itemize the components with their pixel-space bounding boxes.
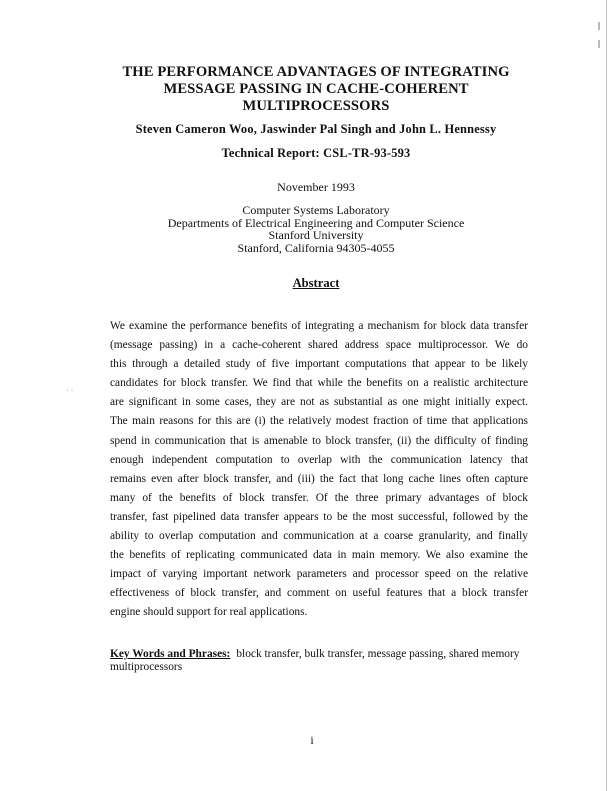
abstract-body	[110, 317, 528, 623]
publication-date: November 1993	[277, 180, 355, 194]
title-line-2: MESSAGE PASSING IN CACHE-COHERENT	[163, 81, 469, 97]
keywords-label: Key Words and Phrases:	[110, 648, 231, 660]
abstract-line: the benefits of replicating communicated data in main memory. We also examine the	[110, 549, 528, 562]
title-line-1: THE PERFORMANCE ADVANTAGES OF INTEGRATING	[122, 64, 510, 80]
title-line-3: MULTIPROCESSORS	[242, 98, 390, 114]
abstract-line: We examine the performance benefits of integrating a mechanism for block data transfer	[110, 320, 528, 332]
abstract-line: transfer, fast pipelined data transfer appears to be the most successful, followed by the	[110, 510, 528, 523]
page-edge-line	[606, 0, 607, 791]
affiliation-dept: Departments of Electrical Engineering and Computer Science	[167, 215, 465, 230]
abstract-line: impact of varying important network parameters and processor speed on the relative	[110, 568, 528, 581]
abstract-heading: Abstract	[292, 276, 340, 290]
abstract-line: ability to overlap computation and communication at a coarse granularity, and finally	[110, 530, 528, 543]
abstract-line: The main reasons for this are (i) the relatively modest fraction of time that applications	[110, 415, 528, 428]
report-number: Technical Report: CSL-TR-93-593	[221, 146, 411, 160]
authors: Steven Cameron Woo, Jaswinder Pal Singh and John L. Hennessy	[135, 122, 497, 136]
page-edge-mark	[598, 40, 600, 48]
page-edge-mark	[598, 22, 600, 30]
abstract-line: candidates for block transfer. We find that while the benefits on a realistic architecture	[110, 377, 528, 390]
abstract-line: (message passing) in a cache-coherent shared address space multiprocessor. We do	[110, 339, 528, 352]
abstract-line: effectiveness of block transfer, and comment on useful features that a block transfer	[110, 587, 528, 600]
keywords	[110, 648, 528, 674]
abstract-line: engine should support for real applications.	[110, 606, 308, 619]
page-number: i	[310, 733, 314, 747]
abstract-line: enough independent computation to overlap with the communication latency that	[110, 453, 528, 466]
abstract-line: remains even after block transfer, and (iii) the fact that long cache lines often capture	[110, 472, 528, 485]
paper-title	[100, 64, 532, 115]
abstract-line: are significant in some cases, they are not as substantial as one might initially expect.	[110, 396, 528, 409]
abstract-line: this through a detailed study of five important computations that appear to be likely	[110, 358, 528, 371]
abstract-line: spend in communication that is amenable to block transfer, (ii) the difficulty of finding	[110, 434, 528, 447]
margin-speck: · ·	[66, 386, 74, 395]
abstract-line: many of the benefits of block transfer. Of the three primary advantages of block	[110, 491, 528, 504]
affiliation-city: Stanford, California 94305-4055	[237, 240, 395, 255]
affiliation-lab: Computer Systems Laboratory	[242, 203, 390, 217]
affiliation-univ: Stanford University	[268, 228, 364, 242]
keywords-text: block transfer, bulk transfer, message passing, shared memory multiprocessors	[110, 648, 520, 673]
affiliation	[100, 204, 532, 254]
